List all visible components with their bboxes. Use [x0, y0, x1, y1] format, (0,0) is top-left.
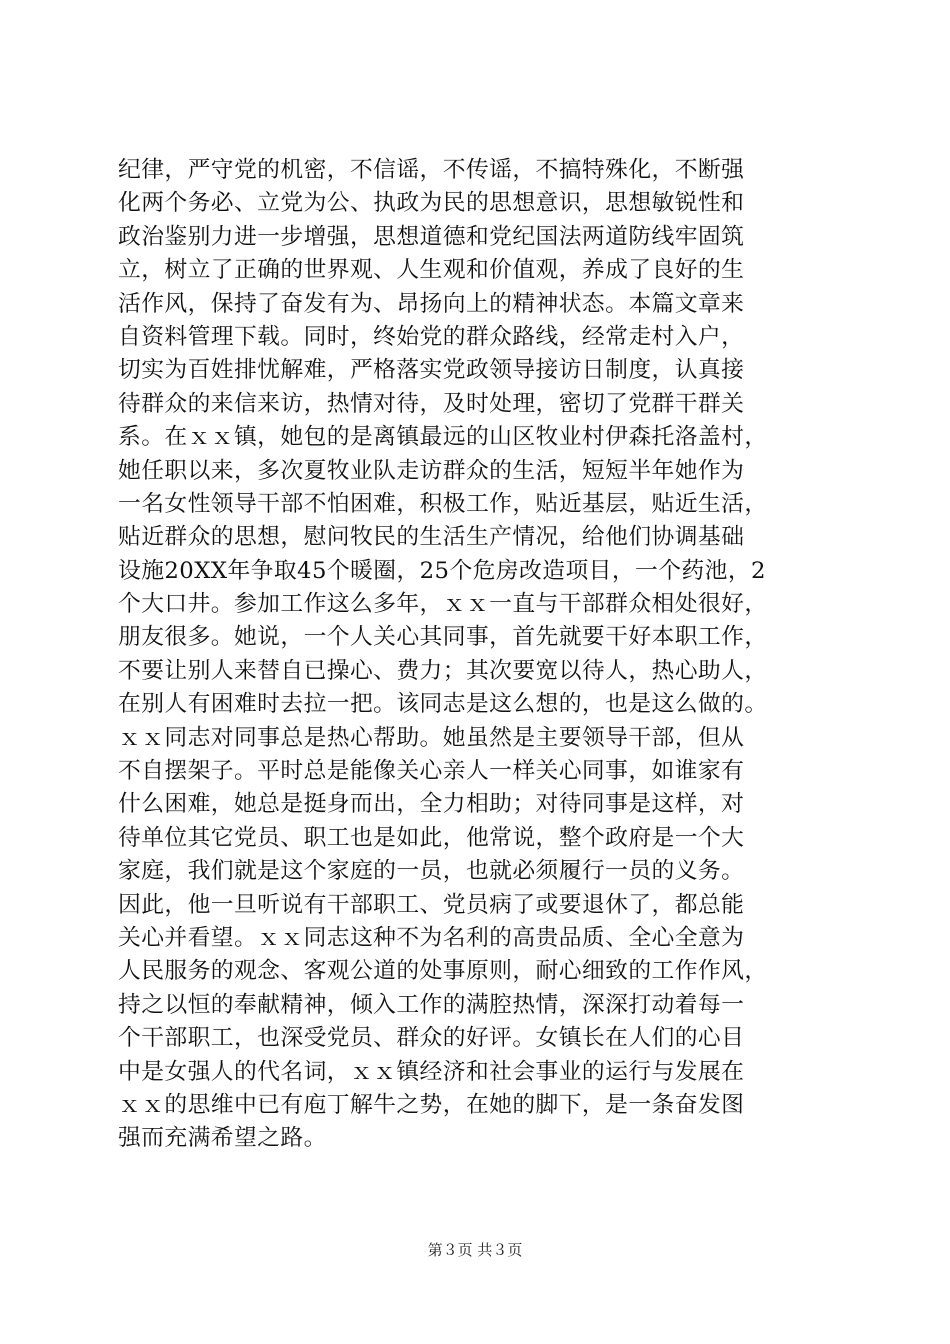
text-line: 持之以恒的奉献精神，倾入工作的满腔热情，深深打动着每一	[118, 991, 745, 1018]
page-number-footer: 第３页 共３页	[427, 1241, 523, 1259]
text-line: ｘｘ的思维中已有庖丁解牛之势，在她的脚下，是一条奋发图	[118, 1091, 745, 1118]
text-line: 自资料管理下载。同时，终始党的群众路线，经常走村入户，	[118, 323, 745, 350]
text-line: 立，树立了正确的世界观、人生观和价值观，养成了良好的生	[118, 257, 745, 284]
text-line: 系。在ｘｘ镇，她包的是离镇最远的山区牧业村伊森托洛盖村，	[118, 424, 768, 451]
body-paragraph	[118, 154, 838, 1156]
text-line: 在别人有困难时去拉一把。该同志是这么想的，也是这么做的。	[118, 691, 768, 718]
text-line: 人民服务的观念、客观公道的处事原则，耐心细致的工作作风，	[118, 958, 768, 985]
text-line: 什么困难，她总是挺身而出，全力相助；对待同事是这样，对	[118, 791, 745, 818]
text-line: 中是女强人的代名词，ｘｘ镇经济和社会事业的运行与发展在	[118, 1058, 745, 1085]
text-line: 强而充满希望之路。	[118, 1125, 327, 1152]
text-line: 朋友很多。她说，一个人关心其同事，首先就要干好本职工作，	[118, 624, 768, 651]
text-line: 纪律，严守党的机密，不信谣，不传谣，不搞特殊化，不断强	[118, 157, 745, 183]
text-line: 不自摆架子。平时总是能像关心亲人一样关心同事，如谁家有	[118, 758, 745, 785]
text-line: 家庭，我们就是这个家庭的一员，也就必须履行一员的义务。	[118, 858, 745, 885]
text-line: 因此，他一旦听说有干部职工、党员病了或要退休了，都总能	[118, 891, 745, 918]
text-line: ｘｘ同志对同事总是热心帮助。她虽然是主要领导干部，但从	[118, 724, 745, 751]
text-line: 设施20XX年争取45个暖圈，25个危房改造项目，一个药池，2	[118, 557, 766, 584]
text-line: 个大口井。参加工作这么多年，ｘｘ一直与干部群众相处很好，	[118, 591, 768, 618]
text-line: 政治鉴别力进一步增强，思想道德和党纪国法两道防线牢固筑	[118, 223, 745, 250]
text-line: 一名女性领导干部不怕困难，积极工作，贴近基层，贴近生活，	[118, 490, 768, 517]
text-line: 切实为百姓排忧解难，严格落实党政领导接访日制度，认真接	[118, 357, 745, 384]
text-line: 待群众的来信来访，热情对待，及时处理，密切了党群干群关	[118, 390, 745, 417]
text-line: 化两个务必、立党为公、执政为民的思想意识，思想敏锐性和	[118, 190, 745, 217]
text-line: 关心并看望。ｘｘ同志这种不为名利的高贵品质、全心全意为	[118, 924, 745, 951]
text-line: 贴近群众的思想，慰问牧民的生活生产情况，给他们协调基础	[118, 524, 745, 551]
text-line: 待单位其它党员、职工也是如此，他常说，整个政府是一个大	[118, 824, 745, 851]
text-line: 活作风，保持了奋发有为、昂扬向上的精神状态。本篇文章来	[118, 290, 745, 317]
text-line: 不要让别人来替自已操心、费力；其次要宽以待人，热心助人，	[118, 657, 768, 684]
text-line: 她任职以来，多次夏牧业队走访群众的生活，短短半年她作为	[118, 457, 745, 484]
text-line: 个干部职工，也深受党员、群众的好评。女镇长在人们的心目	[118, 1025, 745, 1052]
